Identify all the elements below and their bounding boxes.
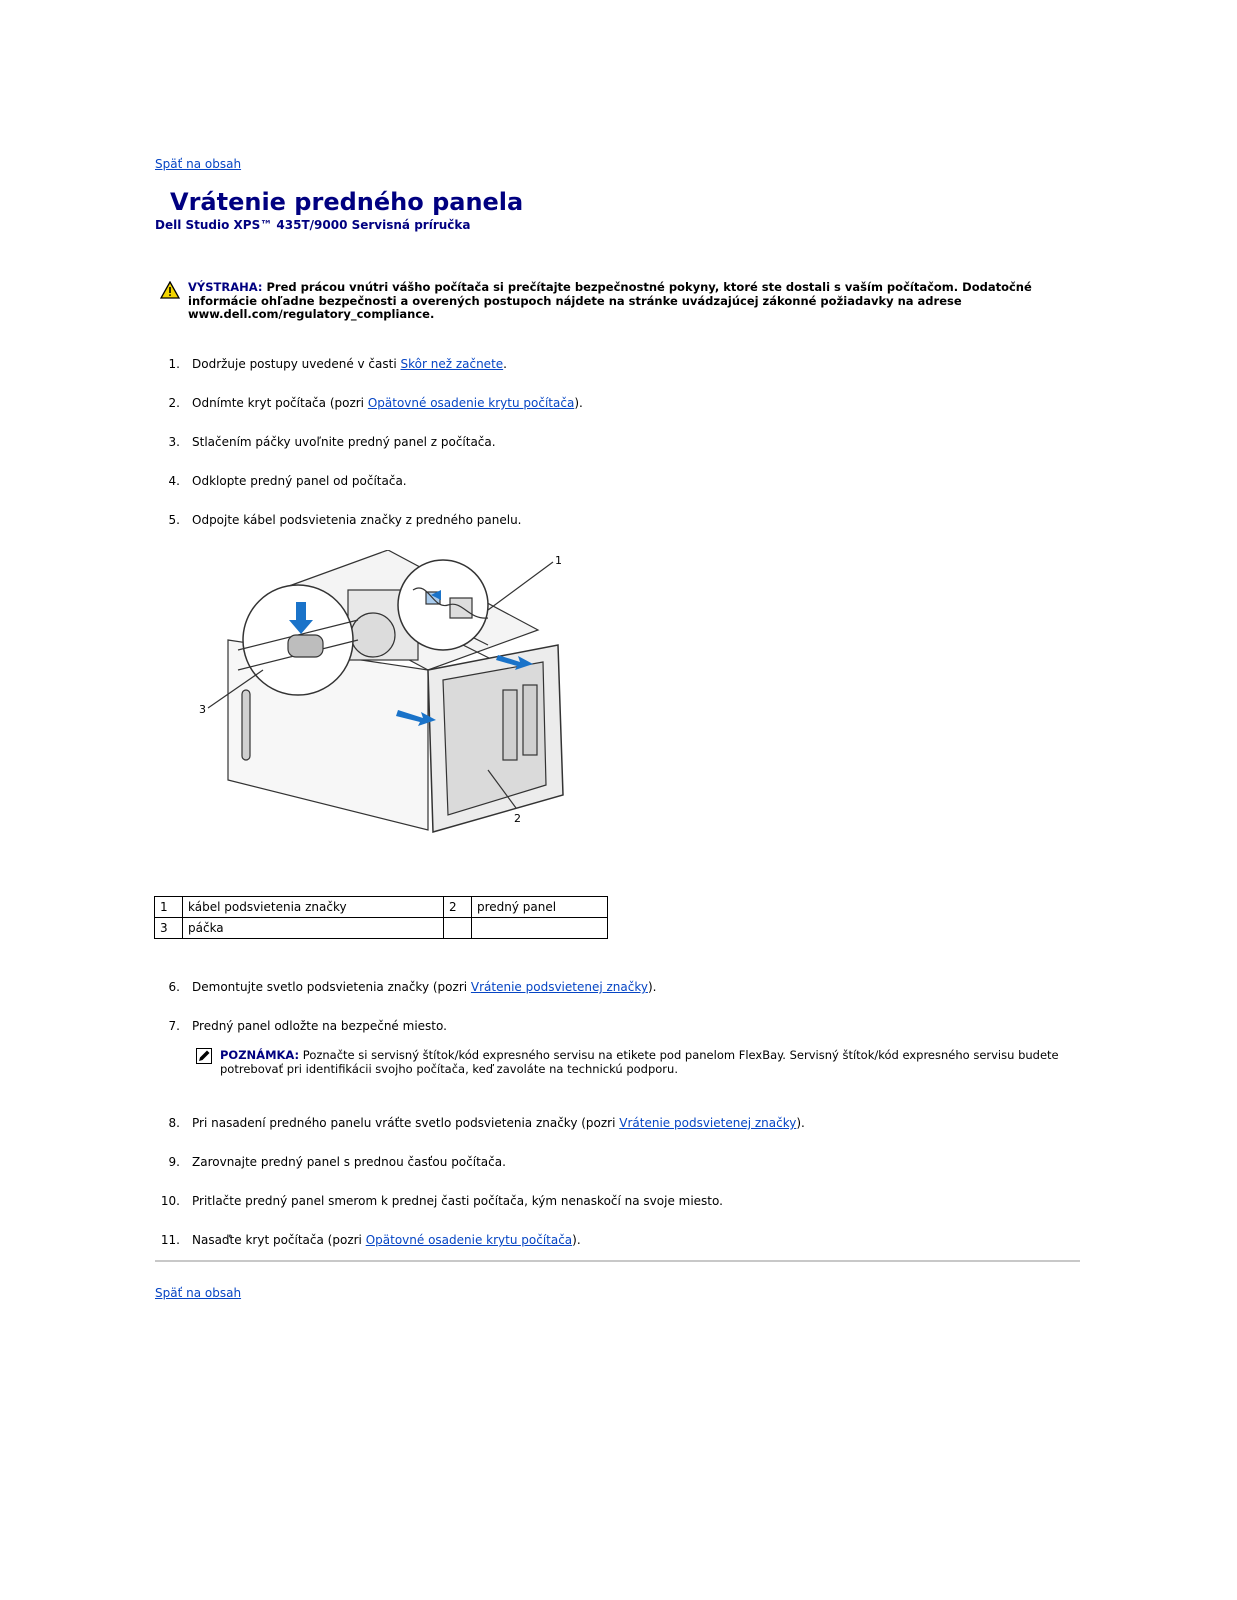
note-label: POZNÁMKA: [220, 1048, 300, 1062]
step-number: 3. [168, 435, 180, 449]
step-number: 6. [168, 980, 180, 994]
legend-number: 3 [155, 918, 183, 939]
step-item [150, 1233, 1050, 1247]
step-text: Stlačením páčky uvoľnite predný panel z počítača. [192, 435, 496, 449]
step-item [150, 1116, 1050, 1130]
step-item [150, 357, 1050, 371]
callout-1: 1 [555, 554, 562, 567]
step-number: 9. [168, 1155, 180, 1169]
step-item [150, 474, 1050, 488]
warning-text-block [188, 281, 1050, 322]
step-item [150, 1194, 1050, 1208]
note-text: Poznačte si servisný štítok/kód expresného servisu na etikete pod panelom FlexBay. Servisný štítok/kód expresného servisu budete potrebovať pri identifikácii svojho počítača, keď zavoláte na technickú podporu. [220, 1048, 1059, 1076]
step-link-cover[interactable]: Opätovné osadenie krytu počítača [367, 396, 575, 410]
page-title: Vrátenie predného panela [170, 188, 524, 216]
back-to-contents-link-top[interactable]: Späť na obsah [155, 157, 242, 171]
step-number: 1. [168, 357, 180, 371]
legend-label: kábel podsvietenia značky [183, 897, 444, 918]
step-number: 11. [160, 1233, 180, 1247]
warning-text: Pred prácou vnútri vášho počítača si prečítajte bezpečnostné pokyny, ktoré ste dostali s vaším počítačom. Dodatočné informácie ohľadne bezpečnosti a overených postupoch nájdete na stránke uvádzajúcej zákonné požiadavky na adrese www.dell.com/regulatory_compliance. [188, 280, 1032, 321]
legend-number: 1 [155, 897, 183, 918]
warning-icon [160, 281, 180, 299]
step-text: Zarovnajte predný panel s prednou časťou počítača. [192, 1155, 506, 1169]
warning-label: VÝSTRAHA: [188, 280, 263, 294]
step-text: Odnímte kryt počítača (pozri [192, 396, 368, 410]
step-number: 2. [168, 396, 180, 410]
step-item [150, 1155, 1050, 1169]
step-text-after: ). [796, 1116, 805, 1130]
step-number: 5. [168, 513, 180, 527]
step-link-cover[interactable]: Opätovné osadenie krytu počítača [365, 1233, 573, 1247]
step-number: 10. [160, 1194, 180, 1208]
legend-number: 2 [444, 897, 472, 918]
step-link-badge-light[interactable]: Vrátenie podsvietenej značky [619, 1116, 797, 1130]
front-panel-removal-illustration [198, 550, 588, 850]
table-row [155, 897, 608, 918]
step-number: 8. [168, 1116, 180, 1130]
step-link-before-you-begin[interactable]: Skôr než začnete [400, 357, 504, 371]
step-item [150, 980, 1050, 994]
step-number: 7. [168, 1019, 180, 1033]
step-item [150, 1019, 1050, 1033]
step-text: Odpojte kábel podsvietenia značky z predného panelu. [192, 513, 522, 527]
step-text: Predný panel odložte na bezpečné miesto. [192, 1019, 447, 1033]
step-item [150, 396, 1050, 410]
step-text: Pritlačte predný panel smerom k prednej časti počítača, kým nenaskočí na svoje miesto. [192, 1194, 723, 1208]
step-text-after: ). [572, 1233, 581, 1247]
legend-label [472, 918, 608, 939]
callout-3: 3 [199, 703, 206, 716]
legend-number [444, 918, 472, 939]
step-link-badge-light[interactable]: Vrátenie podsvietenej značky [470, 980, 648, 994]
step-text: Demontujte svetlo podsvietenia značky (pozri [192, 980, 471, 994]
step-number: 4. [168, 474, 180, 488]
horizontal-divider [155, 1260, 1080, 1262]
back-to-contents-link-bottom[interactable]: Späť na obsah [155, 1286, 242, 1300]
legend-label: páčka [183, 918, 444, 939]
legend-label: predný panel [472, 897, 608, 918]
table-row [155, 918, 608, 939]
pencil-note-icon [196, 1048, 212, 1064]
manual-subtitle: Dell Studio XPS™ 435T/9000 Servisná príručka [155, 218, 471, 232]
step-text: Odklopte predný panel od počítača. [192, 474, 407, 488]
step-text-after: ). [574, 396, 583, 410]
step-text: Dodržuje postupy uvedené v časti [192, 357, 401, 371]
step-text: Nasaďte kryt počítača (pozri [192, 1233, 366, 1247]
note-text-block [220, 1048, 1070, 1076]
callout-legend-table [154, 896, 608, 939]
step-item [150, 513, 1050, 527]
step-item [150, 435, 1050, 449]
step-text-after: . [503, 357, 507, 371]
step-text-after: ). [647, 980, 657, 994]
step-text: Pri nasadení predného panelu vráťte svetlo podsvietenia značky (pozri [192, 1116, 620, 1130]
callout-2: 2 [514, 812, 521, 825]
